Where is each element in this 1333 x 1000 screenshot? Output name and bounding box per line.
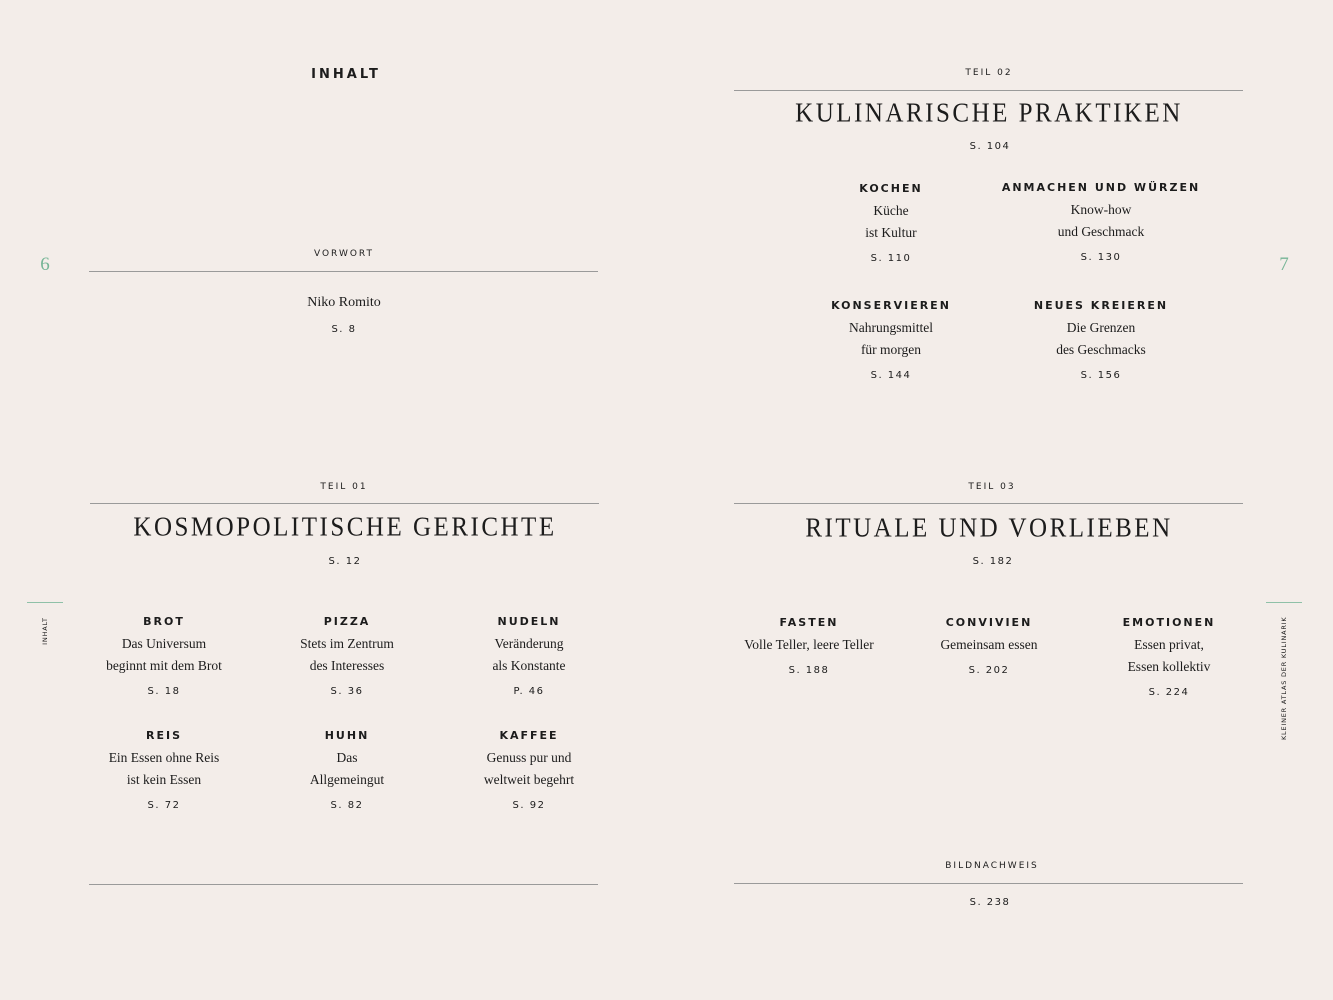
chapter-page: S. 82 (330, 800, 364, 811)
chapter-page: S. 224 (1148, 687, 1190, 698)
chapter-subtitle: Das Universum beginnt mit dem Brot (106, 636, 222, 673)
page-number-right: 7 (1279, 254, 1289, 275)
chapter-page: S. 110 (870, 253, 912, 264)
chapter-page: S. 130 (1080, 252, 1122, 263)
teil01-rule (90, 503, 599, 504)
side-label-left: INHALT (41, 617, 49, 645)
chapter-subtitle: Küche ist Kultur (865, 203, 917, 240)
chapter-item-anmachen[interactable] (981, 181, 1221, 263)
side-label-right: KLEINER ATLAS DER KULINARIK (1280, 616, 1288, 740)
chapter-page: S. 92 (512, 800, 546, 811)
chapter-title: BROT (143, 615, 185, 628)
teil03-rule (734, 503, 1243, 504)
teil03-page: S. 182 (972, 556, 1014, 567)
chapter-item-kochen[interactable] (791, 182, 991, 264)
chapter-title: KAFFEE (499, 729, 559, 742)
teil02-rule (734, 90, 1243, 91)
chapter-item-konservieren[interactable] (791, 299, 991, 381)
chapter-title: CONVIVIEN (945, 616, 1033, 629)
chapter-item-emotionen[interactable] (1069, 616, 1269, 698)
page-number-left: 6 (40, 254, 50, 275)
chapter-subtitle: Ein Essen ohne Reis ist kein Essen (108, 750, 220, 787)
chapter-subtitle: Volle Teller, leere Teller (744, 637, 874, 652)
teil02-title: KULINARISCHE PRAKTIKEN (795, 98, 1183, 129)
chapter-page: S. 202 (968, 665, 1010, 676)
chapter-subtitle: Genuss pur und weltweit begehrt (483, 750, 575, 787)
teil01-page: S. 12 (328, 556, 362, 567)
teil02-label: TEIL 02 (965, 68, 1013, 78)
vorwort-label: VORWORT (313, 249, 375, 259)
bottom-rule-left (89, 884, 598, 885)
chapter-title: NEUES KREIEREN (1033, 299, 1169, 312)
chapter-item-reis[interactable] (64, 729, 264, 811)
chapter-title: EMOTIONEN (1122, 616, 1216, 629)
chapter-title: FASTEN (779, 616, 839, 629)
chapter-item-fasten[interactable] (709, 616, 909, 676)
chapter-page: S. 188 (788, 665, 830, 676)
chapter-title: ANMACHEN UND WÜRZEN (1001, 181, 1201, 194)
chapter-subtitle: Das Allgemeingut (309, 750, 385, 787)
vorwort-rule (89, 271, 598, 272)
vorwort-page: S. 8 (331, 324, 357, 335)
chapter-page: S. 72 (147, 800, 181, 811)
chapter-subtitle: Essen privat, Essen kollektiv (1127, 637, 1211, 674)
chapter-page: S. 18 (147, 686, 181, 697)
teil02-page: S. 104 (969, 141, 1011, 152)
accent-rule-right (1266, 602, 1302, 603)
teil03-label: TEIL 03 (968, 482, 1016, 492)
chapter-page: S. 36 (330, 686, 364, 697)
chapter-title: PIZZA (323, 615, 371, 628)
bildnachweis-rule (734, 883, 1243, 884)
chapter-subtitle: Stets im Zentrum des Interesses (300, 636, 394, 673)
accent-rule-left (27, 602, 63, 603)
chapter-subtitle: Gemeinsam essen (940, 637, 1038, 652)
teil01-title: KOSMOPOLITISCHE GERICHTE (133, 512, 557, 543)
chapter-item-brot[interactable] (64, 615, 264, 697)
chapter-item-neues-kreieren[interactable] (1001, 299, 1201, 381)
bildnachweis-label: BILDNACHWEIS (945, 861, 1039, 871)
chapter-item-kaffee[interactable] (429, 729, 629, 811)
chapter-subtitle: Die Grenzen des Geschmacks (1056, 320, 1146, 357)
chapter-title: REIS (146, 729, 182, 742)
teil03-title: RITUALE UND VORLIEBEN (805, 513, 1173, 544)
chapter-page: S. 144 (870, 370, 912, 381)
chapter-subtitle: Nahrungsmittel für morgen (849, 320, 933, 357)
chapter-item-convivien[interactable] (889, 616, 1089, 676)
vorwort-author: Niko Romito (307, 295, 381, 310)
chapter-title: KOCHEN (859, 182, 923, 195)
teil01-label: TEIL 01 (320, 482, 368, 492)
chapter-page: S. 156 (1080, 370, 1122, 381)
chapter-title: NUDELN (497, 615, 561, 628)
chapter-item-pizza[interactable] (247, 615, 447, 697)
page-heading: INHALT (311, 67, 381, 82)
chapter-item-nudeln[interactable] (429, 615, 629, 697)
bildnachweis-page: S. 238 (969, 897, 1011, 908)
chapter-item-huhn[interactable] (247, 729, 447, 811)
chapter-title: KONSERVIEREN (831, 299, 951, 312)
chapter-page: P. 46 (513, 686, 545, 697)
chapter-subtitle: Know-how und Geschmack (1057, 202, 1145, 239)
chapter-subtitle: Veränderung als Konstante (492, 636, 566, 673)
chapter-title: HUHN (324, 729, 370, 742)
